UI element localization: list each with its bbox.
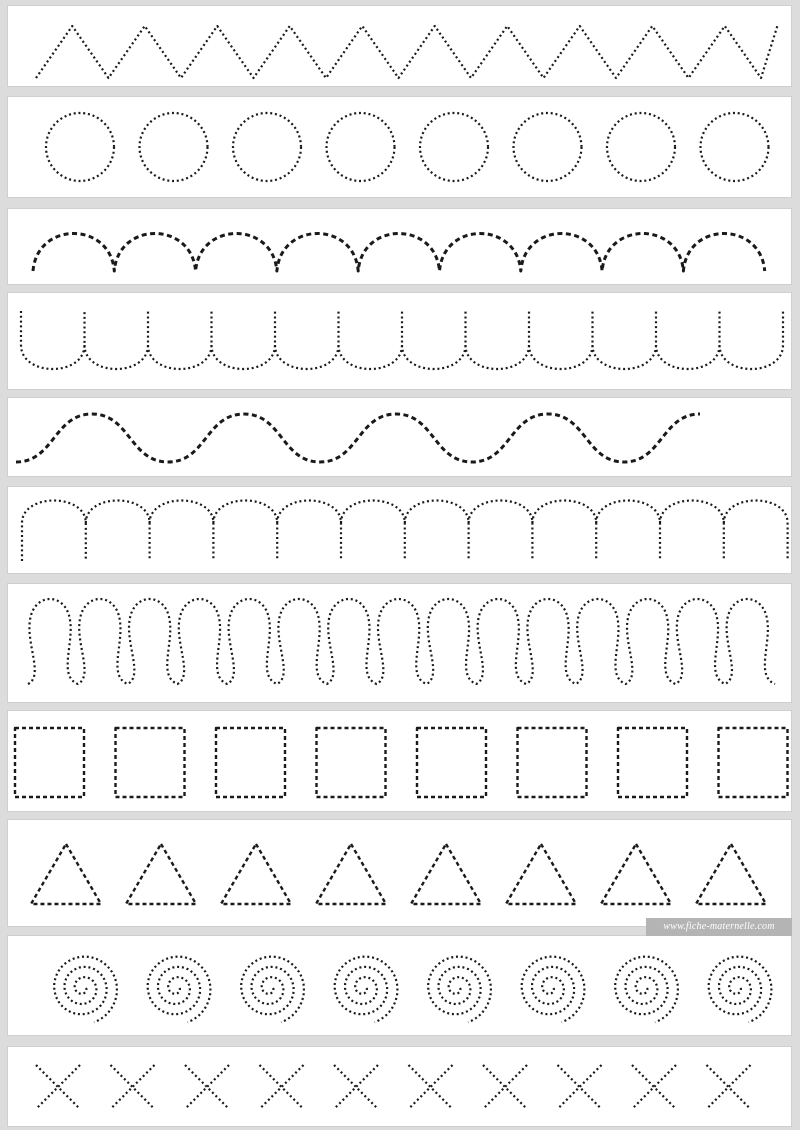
circle-shape <box>327 113 395 181</box>
cross-icon <box>8 1047 791 1126</box>
row-crosses <box>8 1047 791 1126</box>
row-squares <box>8 711 791 811</box>
triangle-shape <box>506 844 576 904</box>
u-cup-stroke <box>21 311 783 369</box>
triangle-shape <box>601 844 671 904</box>
spiral-shape <box>709 957 772 1023</box>
spiral-icon <box>8 936 791 1035</box>
circle-shape <box>607 113 675 181</box>
square-shape <box>317 728 386 797</box>
circle-shape <box>420 113 488 181</box>
triangle-shape <box>221 844 291 904</box>
square-shape <box>719 728 788 797</box>
spiral-shape <box>615 957 678 1023</box>
circle-shape <box>233 113 301 181</box>
loop-stroke <box>28 599 775 684</box>
triangle-shape <box>696 844 766 904</box>
u-cup-icon <box>8 293 791 389</box>
row-arches <box>8 209 791 284</box>
spiral-shape <box>335 957 398 1023</box>
square-shape <box>15 728 84 797</box>
triangle-shape <box>316 844 386 904</box>
triangle-shape <box>126 844 196 904</box>
triangle-shape <box>411 844 481 904</box>
zigzag-stroke <box>36 24 778 78</box>
spiral-shape <box>241 957 304 1023</box>
row-zigzag <box>8 6 791 86</box>
square-icon <box>8 711 791 811</box>
loop-icon <box>8 584 791 702</box>
row-u-cups <box>8 293 791 389</box>
circle-icon <box>8 97 791 197</box>
circle-shape <box>46 113 114 181</box>
circle-shape <box>701 113 769 181</box>
zigzag-icon <box>8 6 791 86</box>
circle-shape <box>140 113 208 181</box>
row-waves <box>8 398 791 476</box>
triangle-icon <box>8 820 791 926</box>
arch-m-icon <box>8 487 791 573</box>
square-shape <box>116 728 185 797</box>
square-shape <box>417 728 486 797</box>
watermark-text: www.fiche-maternelle.com <box>646 918 792 936</box>
spiral-shape <box>522 957 585 1023</box>
m-arch-stroke <box>22 501 788 562</box>
spiral-shape <box>148 957 211 1023</box>
triangle-shape <box>31 844 101 904</box>
row-loops <box>8 584 791 702</box>
row-spirals <box>8 936 791 1035</box>
row-triangles <box>8 820 791 926</box>
square-shape <box>518 728 587 797</box>
spiral-shape <box>54 957 117 1023</box>
spiral-shape <box>428 957 491 1023</box>
arch-up-icon <box>8 209 791 284</box>
circle-shape <box>514 113 582 181</box>
arch-stroke <box>33 234 765 272</box>
wave-stroke <box>16 414 700 462</box>
square-shape <box>618 728 687 797</box>
row-m-arches <box>8 487 791 573</box>
wave-icon <box>8 398 791 476</box>
square-shape <box>216 728 285 797</box>
row-circles <box>8 97 791 197</box>
